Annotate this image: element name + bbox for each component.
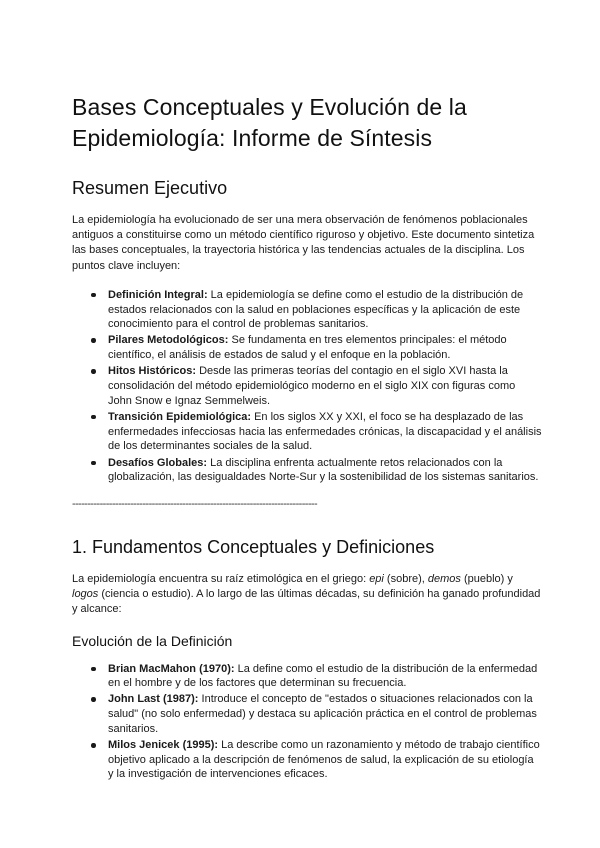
document-page xyxy=(72,92,542,784)
intro-text: (ciencia o estudio). A lo largo de las últimas décadas, su definición ha ganado profundidad y alcance: xyxy=(72,588,541,616)
list-item-label: Desafíos Globales: xyxy=(108,456,208,469)
key-point-challenges xyxy=(72,456,542,485)
list-item-text: En los siglos XX y XXI, el foco se ha desplazado de las enfermedades infecciosas hacia las enfermedades crónicas, la discapacidad y el análisis de los determinantes sociales de la salud. xyxy=(108,410,542,453)
definition-evolution-heading: Evolución de la Definición xyxy=(72,632,233,649)
definition-jenicek xyxy=(72,738,542,782)
list-item-text: La define como el estudio de la distribución de la enfermedad en el hombre y de los factores que determinan su frecuencia. xyxy=(108,662,538,690)
intro-text: (sobre), xyxy=(383,572,428,585)
document-title: Bases Conceptuales y Evolución de la Epidemiología: Informe de Síntesis xyxy=(72,94,467,151)
term-epi: epi xyxy=(369,572,384,585)
list-item-label: John Last (1987): xyxy=(108,693,199,706)
definition-evolution-list xyxy=(72,662,542,783)
intro-text: La epidemiología encuentra su raíz etimológica en el griego: xyxy=(72,572,370,585)
definition-last xyxy=(72,692,542,736)
key-point-transition xyxy=(72,410,542,454)
list-item-text: La epidemiología se define como el estudio de la distribución de estados relacionados con la salud en poblaciones específicas y la aplicación de este conocimiento para el control de problemas sanitarios. xyxy=(108,288,524,331)
list-item-text: Se fundamenta en tres elementos principales: el método científico, el análisis de estados de salud y el enfoque en la población. xyxy=(108,334,507,362)
list-item-label: Definición Integral: xyxy=(108,288,208,301)
term-demos: demos xyxy=(427,572,461,585)
list-item-text: La disciplina enfrenta actualmente retos relacionados con la globalización, las desigualdades Norte-Sur y la sostenibilidad de los sistemas sanitarios. xyxy=(108,456,539,484)
definition-macmahon xyxy=(72,662,542,691)
term-logos: logos xyxy=(72,588,99,601)
key-point-pillars xyxy=(72,333,542,362)
list-item-text: Introduce el concepto de "estados o situaciones relacionados con la salud" (no solo enfermedad) y destaca su aplicación práctica en el control de problemas sanitarios. xyxy=(108,693,537,735)
intro-text: (pueblo) y xyxy=(460,572,513,585)
list-item-label: Brian MacMahon (1970): xyxy=(108,662,235,675)
key-points-list xyxy=(72,288,542,485)
executive-summary-intro: La epidemiología ha evolucionado de ser una mera observación de fenómenos poblacionales antiguos a constituirse como un método científico riguroso y objetivo. Este documento sintetiza las bases conceptuales, la trayectoria histórica y las tendencias actuales de la disciplina. Los puntos clave incluyen: xyxy=(72,214,535,272)
list-item-label: Milos Jenicek (1995): xyxy=(108,739,219,752)
list-item-text: Desde las primeras teorías del contagio en el siglo XVI hasta la consolidación del método epidemiológico moderno en el siglo XIX con figuras como John Snow e Ignaz Semmelweis. xyxy=(108,365,516,407)
list-item-label: Transición Epidemiológica: xyxy=(108,410,252,423)
list-item-label: Pilares Metodológicos: xyxy=(108,334,229,347)
section-separator: -------------------------------------------------------------------------------- xyxy=(72,497,318,510)
executive-summary-heading: Resumen Ejecutivo xyxy=(72,178,228,198)
list-item-text: La describe como un razonamiento y método de trabajo científico objetivo aplicado a la descripción de fenómenos de salud, la explicación de su etiología y la investigación de intervenciones eficaces. xyxy=(108,739,540,781)
key-point-milestones xyxy=(72,364,542,408)
section-1-heading: 1. Fundamentos Conceptuales y Definiciones xyxy=(72,536,435,557)
section-1-intro xyxy=(72,572,542,618)
list-item-label: Hitos Históricos: xyxy=(108,365,197,378)
key-point-definition xyxy=(72,288,542,332)
